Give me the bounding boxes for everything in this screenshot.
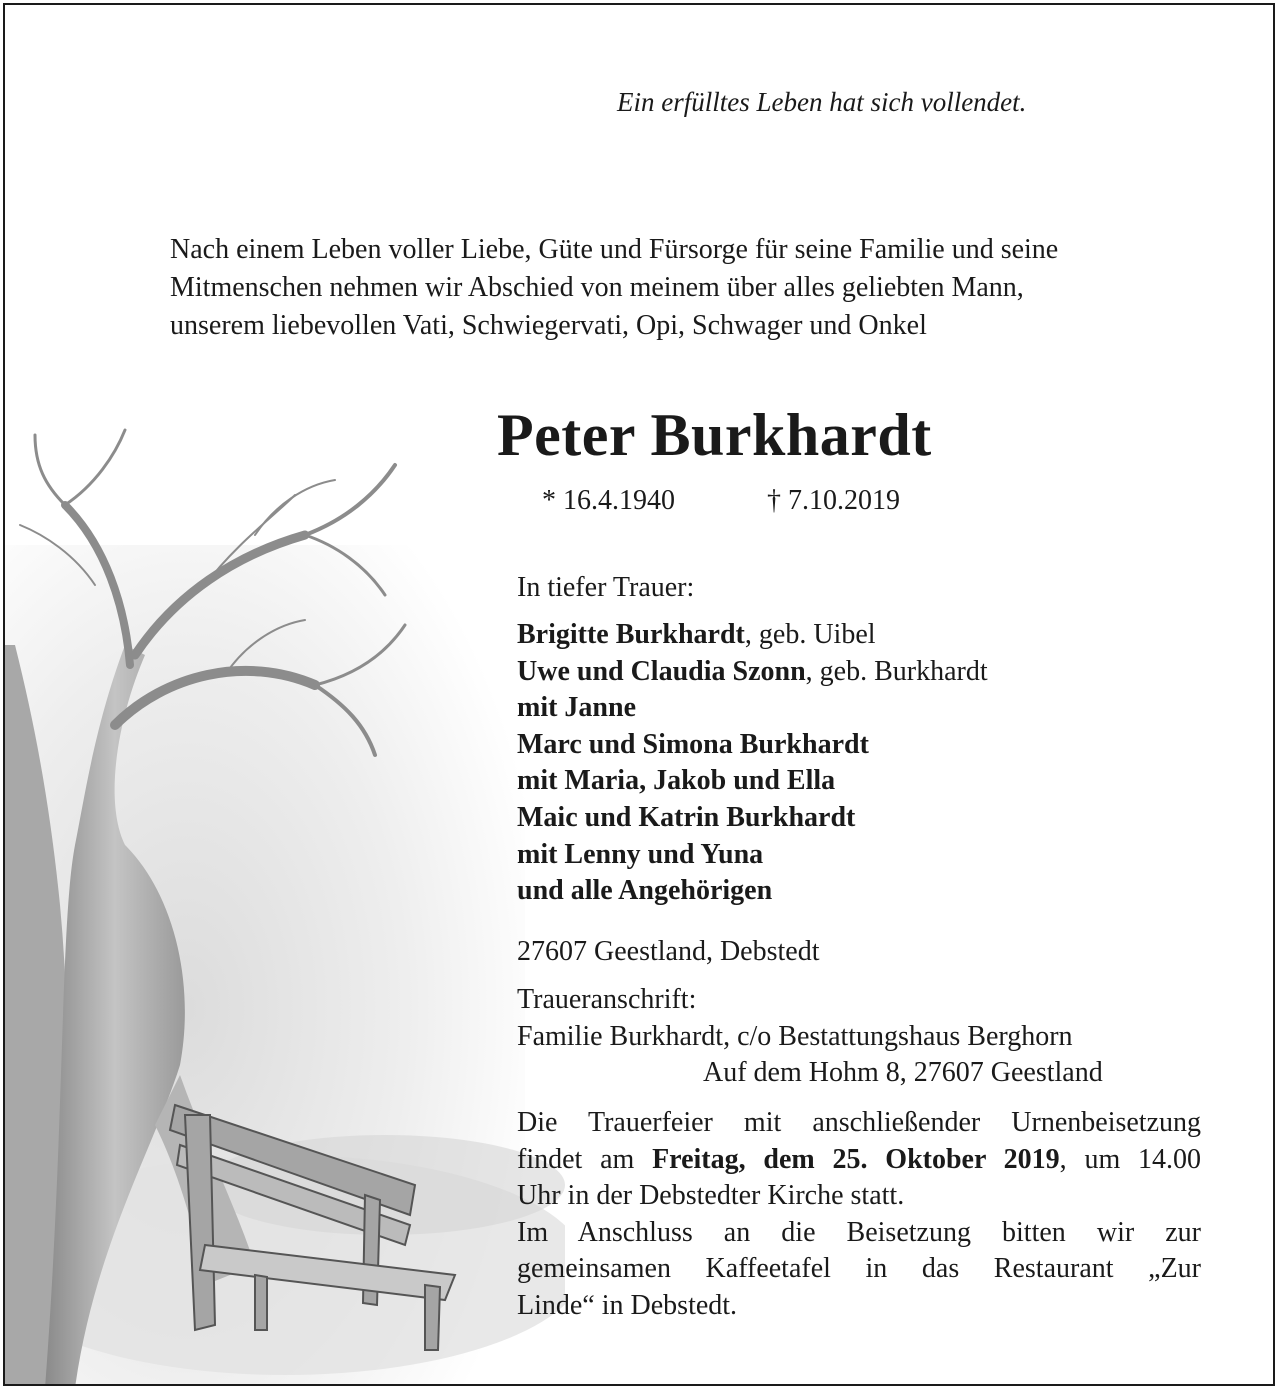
service-line xyxy=(517,1142,1201,1179)
intro-line: Mitmenschen nehmen wir Abschied von meinem über alles geliebten Mann, xyxy=(170,272,1024,303)
birth-date: * 16.4.1940 xyxy=(542,485,675,516)
address-line: Auf dem Hohm 8, 27607 Geestland xyxy=(703,1057,1103,1089)
service-text: findet am xyxy=(517,1143,653,1175)
deceased-name: Peter Burkhardt xyxy=(497,402,932,468)
mourner-name: Uwe und Claudia Szonn xyxy=(517,655,806,687)
service-line: Uhr in der Debstedter Kirche statt. xyxy=(517,1180,905,1212)
service-text: , um 14.00 xyxy=(1059,1143,1202,1175)
mourner-detail: , geb. Burkhardt xyxy=(805,655,988,687)
mourner-row: Maic und Katrin Burkhardt xyxy=(517,801,856,833)
address-line: Familie Burkhardt, c/o Bestattungshaus Berghorn xyxy=(517,1020,1073,1052)
condolence-address xyxy=(517,982,1103,1092)
mourner-row: mit Maria, Jakob und Ella xyxy=(517,765,836,797)
mourner-row: mit Lenny und Yuna xyxy=(517,838,764,870)
mourner-row xyxy=(517,617,988,654)
obituary-notice xyxy=(3,3,1275,1386)
mourner-row: mit Janne xyxy=(517,692,636,724)
mourner-detail: , geb. Uibel xyxy=(744,619,876,650)
funeral-service-info xyxy=(517,1105,1201,1325)
service-line: Im Anschluss an die Beisetzung bitten wir zur xyxy=(517,1216,1201,1248)
address-label: Traueranschrift: xyxy=(517,984,697,1015)
service-date: Freitag, dem 25. Oktober 2019 xyxy=(652,1143,1060,1175)
mourner-row: Marc und Simona Burkhardt xyxy=(517,728,869,760)
service-line: Linde“ in Debstedt. xyxy=(517,1289,738,1321)
service-line: Die Trauerfeier mit anschließender Urnenbeisetzung xyxy=(517,1107,1201,1138)
mourner-row xyxy=(517,654,988,691)
mourner-name: Brigitte Burkhardt xyxy=(517,619,745,650)
death-date: † 7.10.2019 xyxy=(767,485,900,516)
mourning-heading: In tiefer Trauer: xyxy=(517,572,695,603)
residence: 27607 Geestland, Debstedt xyxy=(517,936,820,967)
intro-line: unserem liebevollen Vati, Schwiegervati, Opi, Schwager und Onkel xyxy=(170,310,927,341)
mourner-row: und alle Angehörigen xyxy=(517,875,773,907)
tree-and-bench-illustration xyxy=(5,425,565,1386)
motto: Ein erfülltes Leben hat sich vollendet. xyxy=(617,87,1027,117)
service-line: gemeinsamen Kaffeetafel in das Restaurant „Zur xyxy=(517,1253,1201,1285)
mourners-list xyxy=(517,617,988,910)
intro-text xyxy=(170,231,1182,345)
intro-line: Nach einem Leben voller Liebe, Güte und Fürsorge für seine Familie und seine xyxy=(170,234,1059,265)
